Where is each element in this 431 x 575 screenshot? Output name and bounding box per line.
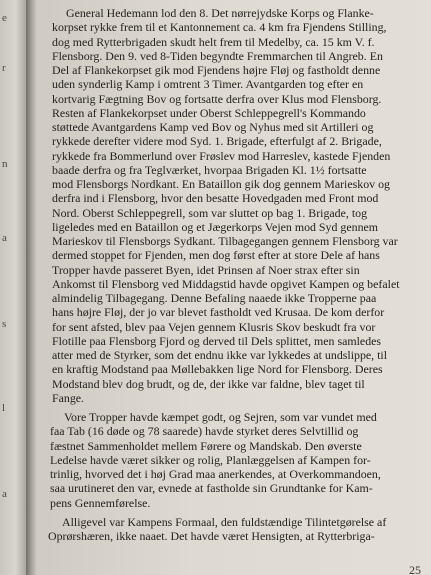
text-line: atter med de Styrker, som det endnu ikke var lykkedes at undslippe, til <box>52 348 388 362</box>
text-line: Oprørshæren, ikke naaet. Det havde været Hensigten, at Rytterbriga- <box>48 529 375 543</box>
text-line: Ledelse havde været sikker og rolig, Planlæggelsen af Kampen for- <box>50 452 371 467</box>
left-page-edge <box>0 0 26 575</box>
book-gutter <box>26 0 36 575</box>
text-line: uden synderlig Kamp i omtrent 3 Timer. Avantgarden tog efter en <box>52 77 364 92</box>
page-number: 25 <box>409 563 421 575</box>
text-line: trinlig, hvorved det i høj Grad maa anerkendes, at Overkommandoen, <box>50 467 381 481</box>
text-line: kortvarig Fægtning Bov og fortsatte derfra over Klus mod Flensborg. <box>52 91 382 106</box>
left-page-fragment: e <box>2 12 7 24</box>
text-line: Flotille paa Flensborg Fjord og derved til Dels splittet, men samledes <box>52 333 382 348</box>
text-line: Fange. <box>52 390 85 405</box>
left-page-fragment: l <box>2 402 6 414</box>
book-page <box>36 0 431 575</box>
text-line: korpset rykke frem til et Kantonnement ca. 4 km fra Fjendens Stilling, <box>52 20 387 35</box>
text-line: Tropper havde passeret Byen, idet Prinsen af Noer strax efter sin <box>52 262 360 277</box>
text-line: for sent afsted, blev paa Vejen gennem Klusris Skov beskudt fra vor <box>52 319 376 334</box>
left-page-fragment: r <box>2 62 6 74</box>
text-line: Flensborg. Den 9. ved 8-Tiden begyndte Fremmarchen til Angreb. En <box>52 48 383 63</box>
text-line: hans højre Fløj, der jo var blevet fastholdt ved Krusaa. De kom derfor <box>52 305 385 320</box>
left-page-fragment: s <box>2 318 7 330</box>
text-line: fæstnet Sammenholdet mellem Førere og Mandskab. Den øverste <box>50 438 362 453</box>
text-line: Alligevel var Kampens Formaal, den fuldstændige Tilintetgørelse af <box>62 514 387 529</box>
text-line: dermed stoppet for Fjenden, men dog først efter at store Dele af hans <box>52 248 380 263</box>
text-line: almindelig Tilbagegang. Denne Befaling naaede ikke Tropperne paa <box>52 291 377 305</box>
paragraph <box>46 410 428 510</box>
text-line: en kraftig Modstand paa Møllebakken lige Nord for Flensborg. Deres <box>52 362 383 377</box>
left-page-fragment: a <box>2 232 7 244</box>
text-line: Vore Tropper havde kæmpet godt, og Sejren, som var vundet med <box>64 410 377 424</box>
text-line: saa urutineret den var, evnede at fastholde sin Grundtanke for Kam- <box>50 481 373 496</box>
text-line: General Hedemann lod den 8. Det nørrejydske Korps og Flanke- <box>66 6 374 20</box>
text-line: Marieskov til Flensborgs Sydkant. Tilbagegangen gennem Flensborg var <box>52 234 398 248</box>
text-line: ligeledes med en Bataillon og et Jægerkorps Vejen mod Syd gennem <box>52 219 379 234</box>
text-line: derfra ind i Flensborg, hvor den besatte Hovedgaden med Front mod <box>52 191 379 206</box>
text-line: baade derfra og fra Teglværket, hvorpaa Brigaden Kl. 1½ fortsatte <box>52 162 367 177</box>
text-line: Modstand blev dog brudt, og de, der ikke var faldne, blev taget til <box>52 376 365 391</box>
text-line: rykkede derefter videre mod Syd. 1. Brigade, efterfulgt af 2. Brigade, <box>52 134 382 149</box>
left-page-fragment: n <box>2 158 8 170</box>
text-line: rykkede fra Bommerlund over Frøslev mod Harreslev, kastede Fjenden <box>52 148 391 163</box>
text-line: Resten af Flankekorpset under Oberst Schleppegrell's Kommando <box>52 105 366 120</box>
text-line: mod Flensborgs Nordkant. En Bataillon gik dog gennem Marieskov og <box>52 177 390 191</box>
text-line: dog med Rytterbrigaden skudt helt frem til Medelby, ca. 15 km V. f. <box>52 34 375 49</box>
text-line: Ankomst til Flensborg ved Middagstid havde opgivet Kampen og befalet <box>52 276 400 291</box>
paragraph <box>46 515 428 544</box>
text-line: støttede Avantgardens Kamp ved Bov og Nyhus med sit Artilleri og <box>52 120 374 134</box>
text-line: Del af Flankekorpset gik mod Fjendens højre Fløj og fastholdt denne <box>52 63 381 77</box>
body-text <box>46 6 428 543</box>
paragraph <box>46 6 428 405</box>
text-line: pens Gennemførelse. <box>50 495 151 510</box>
text-line: Nord. Oberst Schleppegrell, som var sluttet op bag 1. Brigade, tog <box>52 205 368 220</box>
left-page-fragment: a <box>2 488 7 500</box>
text-line: faa Tab (16 døde og 78 saarede) havde styrket deres Selvtillid og <box>50 424 359 439</box>
